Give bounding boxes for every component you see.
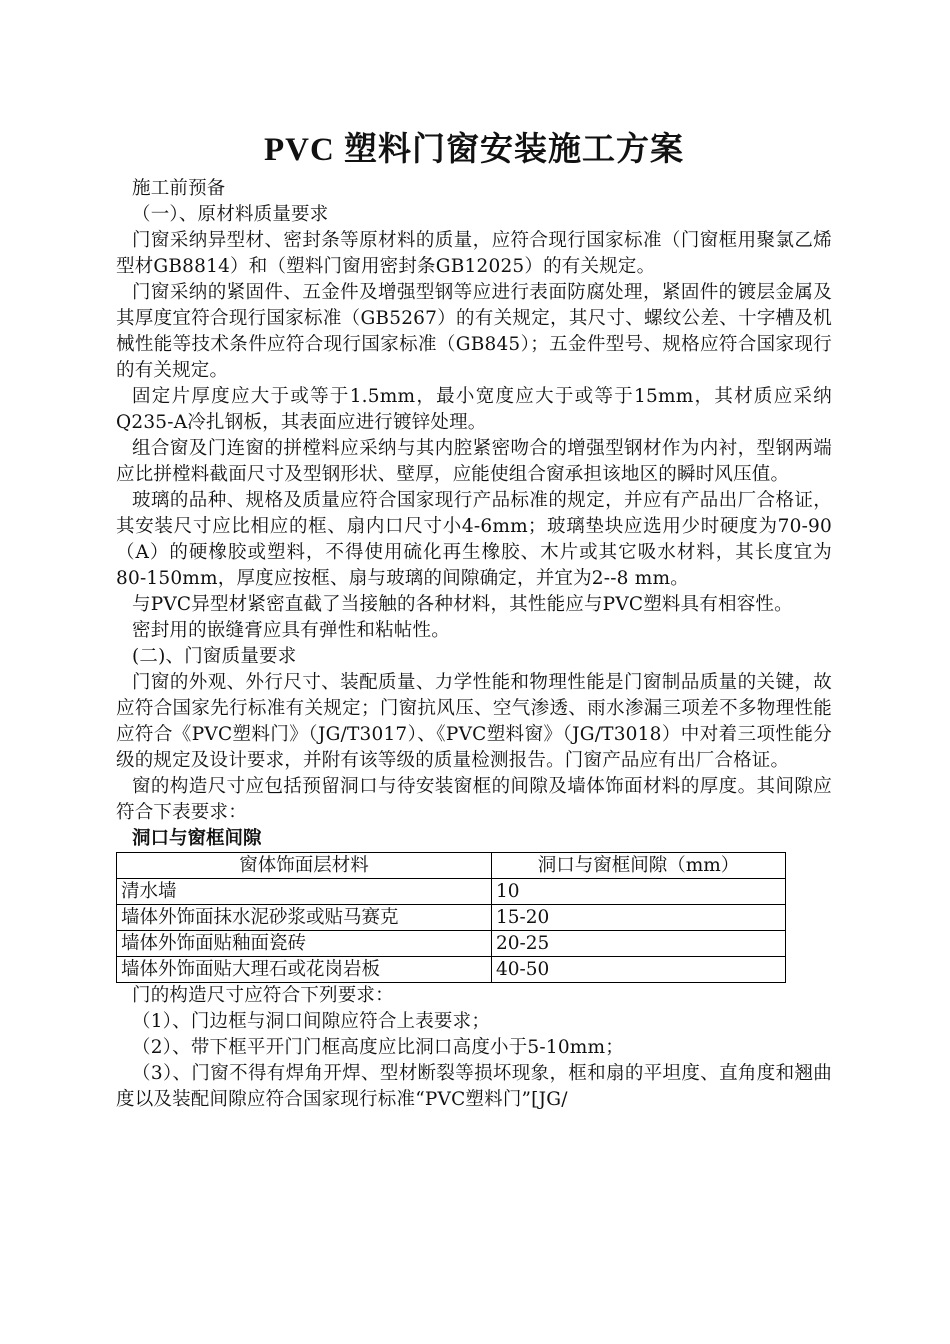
table-row bbox=[117, 957, 786, 983]
paragraph-fixing-plate: 固定片厚度应大于或等于1.5mm，最小宽度应大于或等于15mm，其材质应采纳Q235-A冷扎钢板，其表面应进行镀锌处理。 bbox=[116, 386, 832, 433]
table-caption: 洞口与窗框间隙 bbox=[132, 828, 262, 849]
paragraph-quality: 门窗的外观、外行尺寸、装配质量、力学性能和物理性能是门窗制品质量的关键，故应符合国家先行标准有关规定；门窗抗风压、空气渗透、雨水渗漏三项差不多物理性能应符合《PVC塑料门》（JG/T3017）、《PVC塑料窗》（JG/T3018）中对着三项性能分级的规定及设计要求，并附有该等级的质量检测报告。门窗产品应有出厂合格证。 bbox=[116, 672, 832, 771]
paragraph-sealant: 密封用的嵌缝膏应具有弹性和粘帖性。 bbox=[132, 620, 450, 641]
list-item: （1）、门边框与洞口间隙应符合上表要求； bbox=[132, 1011, 491, 1032]
table-cell: 墙体外饰面贴大理石或花岗岩板 bbox=[117, 957, 492, 983]
section-heading-preparation: 施工前预备 bbox=[132, 178, 226, 199]
paragraph-mullion: 组合窗及门连窗的拼樘料应采纳与其内腔紧密吻合的增强型钢材作为内衬，型钢两端应比拼樘料截面尺寸及型钢形状、壁厚，应能使组合窗承担该地区的瞬时风压值。 bbox=[116, 438, 832, 485]
list-item: （3）、门窗不得有焊角开焊、型材断裂等损坏现象，框和扇的平坦度、直角度和翘曲度以及装配间隙应符合国家现行标准“PVC塑料门”[JG/ bbox=[116, 1063, 832, 1110]
table-row bbox=[117, 931, 786, 957]
paragraph-profiles: 门窗采纳异型材、密封条等原材料的质量，应符合现行国家标准（门窗框用聚氯乙烯型材GB8814）和（塑料门窗用密封条GB12025）的有关规定。 bbox=[116, 230, 832, 277]
subsection-heading-quality: (二)、门窗质量要求 bbox=[132, 646, 297, 667]
paragraph-fasteners: 门窗采纳的紧固件、五金件及增强型钢等应进行表面防腐处理，紧固件的镀层金属及其厚度宜符合现行国家标准（GB5267）的有关规定，其尺寸、螺纹公差、十字槽及机械性能等技术条件应符合现行国家标准（GB845）；五金件型号、规格应符合国家现行的有关规定。 bbox=[116, 282, 832, 381]
gap-table bbox=[116, 852, 786, 983]
table-row bbox=[117, 905, 786, 931]
document-title: PVC 塑料门窗安装施工方案 bbox=[263, 132, 685, 168]
paragraph-gap-intro: 窗的构造尺寸应包括预留洞口与待安装窗框的间隙及墙体饰面材料的厚度。其间隙应符合下表要求： bbox=[116, 776, 832, 823]
table-cell: 20-25 bbox=[492, 931, 786, 957]
table-cell: 15-20 bbox=[492, 905, 786, 931]
list-item: （2）、带下框平开门门框高度应比洞口高度小于5-10mm； bbox=[132, 1037, 624, 1058]
document-body bbox=[116, 128, 832, 1113]
table-header-cell: 洞口与窗框间隙（mm） bbox=[492, 853, 786, 879]
table-header-cell: 窗体饰面层材料 bbox=[117, 853, 492, 879]
table-header-row bbox=[117, 853, 786, 879]
table-cell: 40-50 bbox=[492, 957, 786, 983]
paragraph-compatibility: 与PVC异型材紧密直截了当接触的各种材料，其性能应与PVC塑料具有相容性。 bbox=[132, 594, 793, 615]
paragraph-door-requirements: 门的构造尺寸应符合下列要求： bbox=[132, 985, 394, 1006]
table-cell: 10 bbox=[492, 879, 786, 905]
table-cell: 清水墙 bbox=[117, 879, 492, 905]
table-cell: 墙体外饰面抹水泥砂浆或贴马赛克 bbox=[117, 905, 492, 931]
table-cell: 墙体外饰面贴釉面瓷砖 bbox=[117, 931, 492, 957]
subsection-heading-materials: （一）、原材料质量要求 bbox=[132, 204, 329, 225]
table-row bbox=[117, 879, 786, 905]
paragraph-glass: 玻璃的品种、规格及质量应符合国家现行产品标准的规定，并应有产品出厂合格证，其安装尺寸应比相应的框、扇内口尺寸小4-6mm；玻璃垫块应选用少时硬度为70-90（A）的硬橡胶或塑料，不得使用硫化再生橡胶、木片或其它吸水材料，其长度宜为80-150mm，厚度应按框、扇与玻璃的间隙确定，并宜为2--8 mm。 bbox=[116, 490, 832, 589]
